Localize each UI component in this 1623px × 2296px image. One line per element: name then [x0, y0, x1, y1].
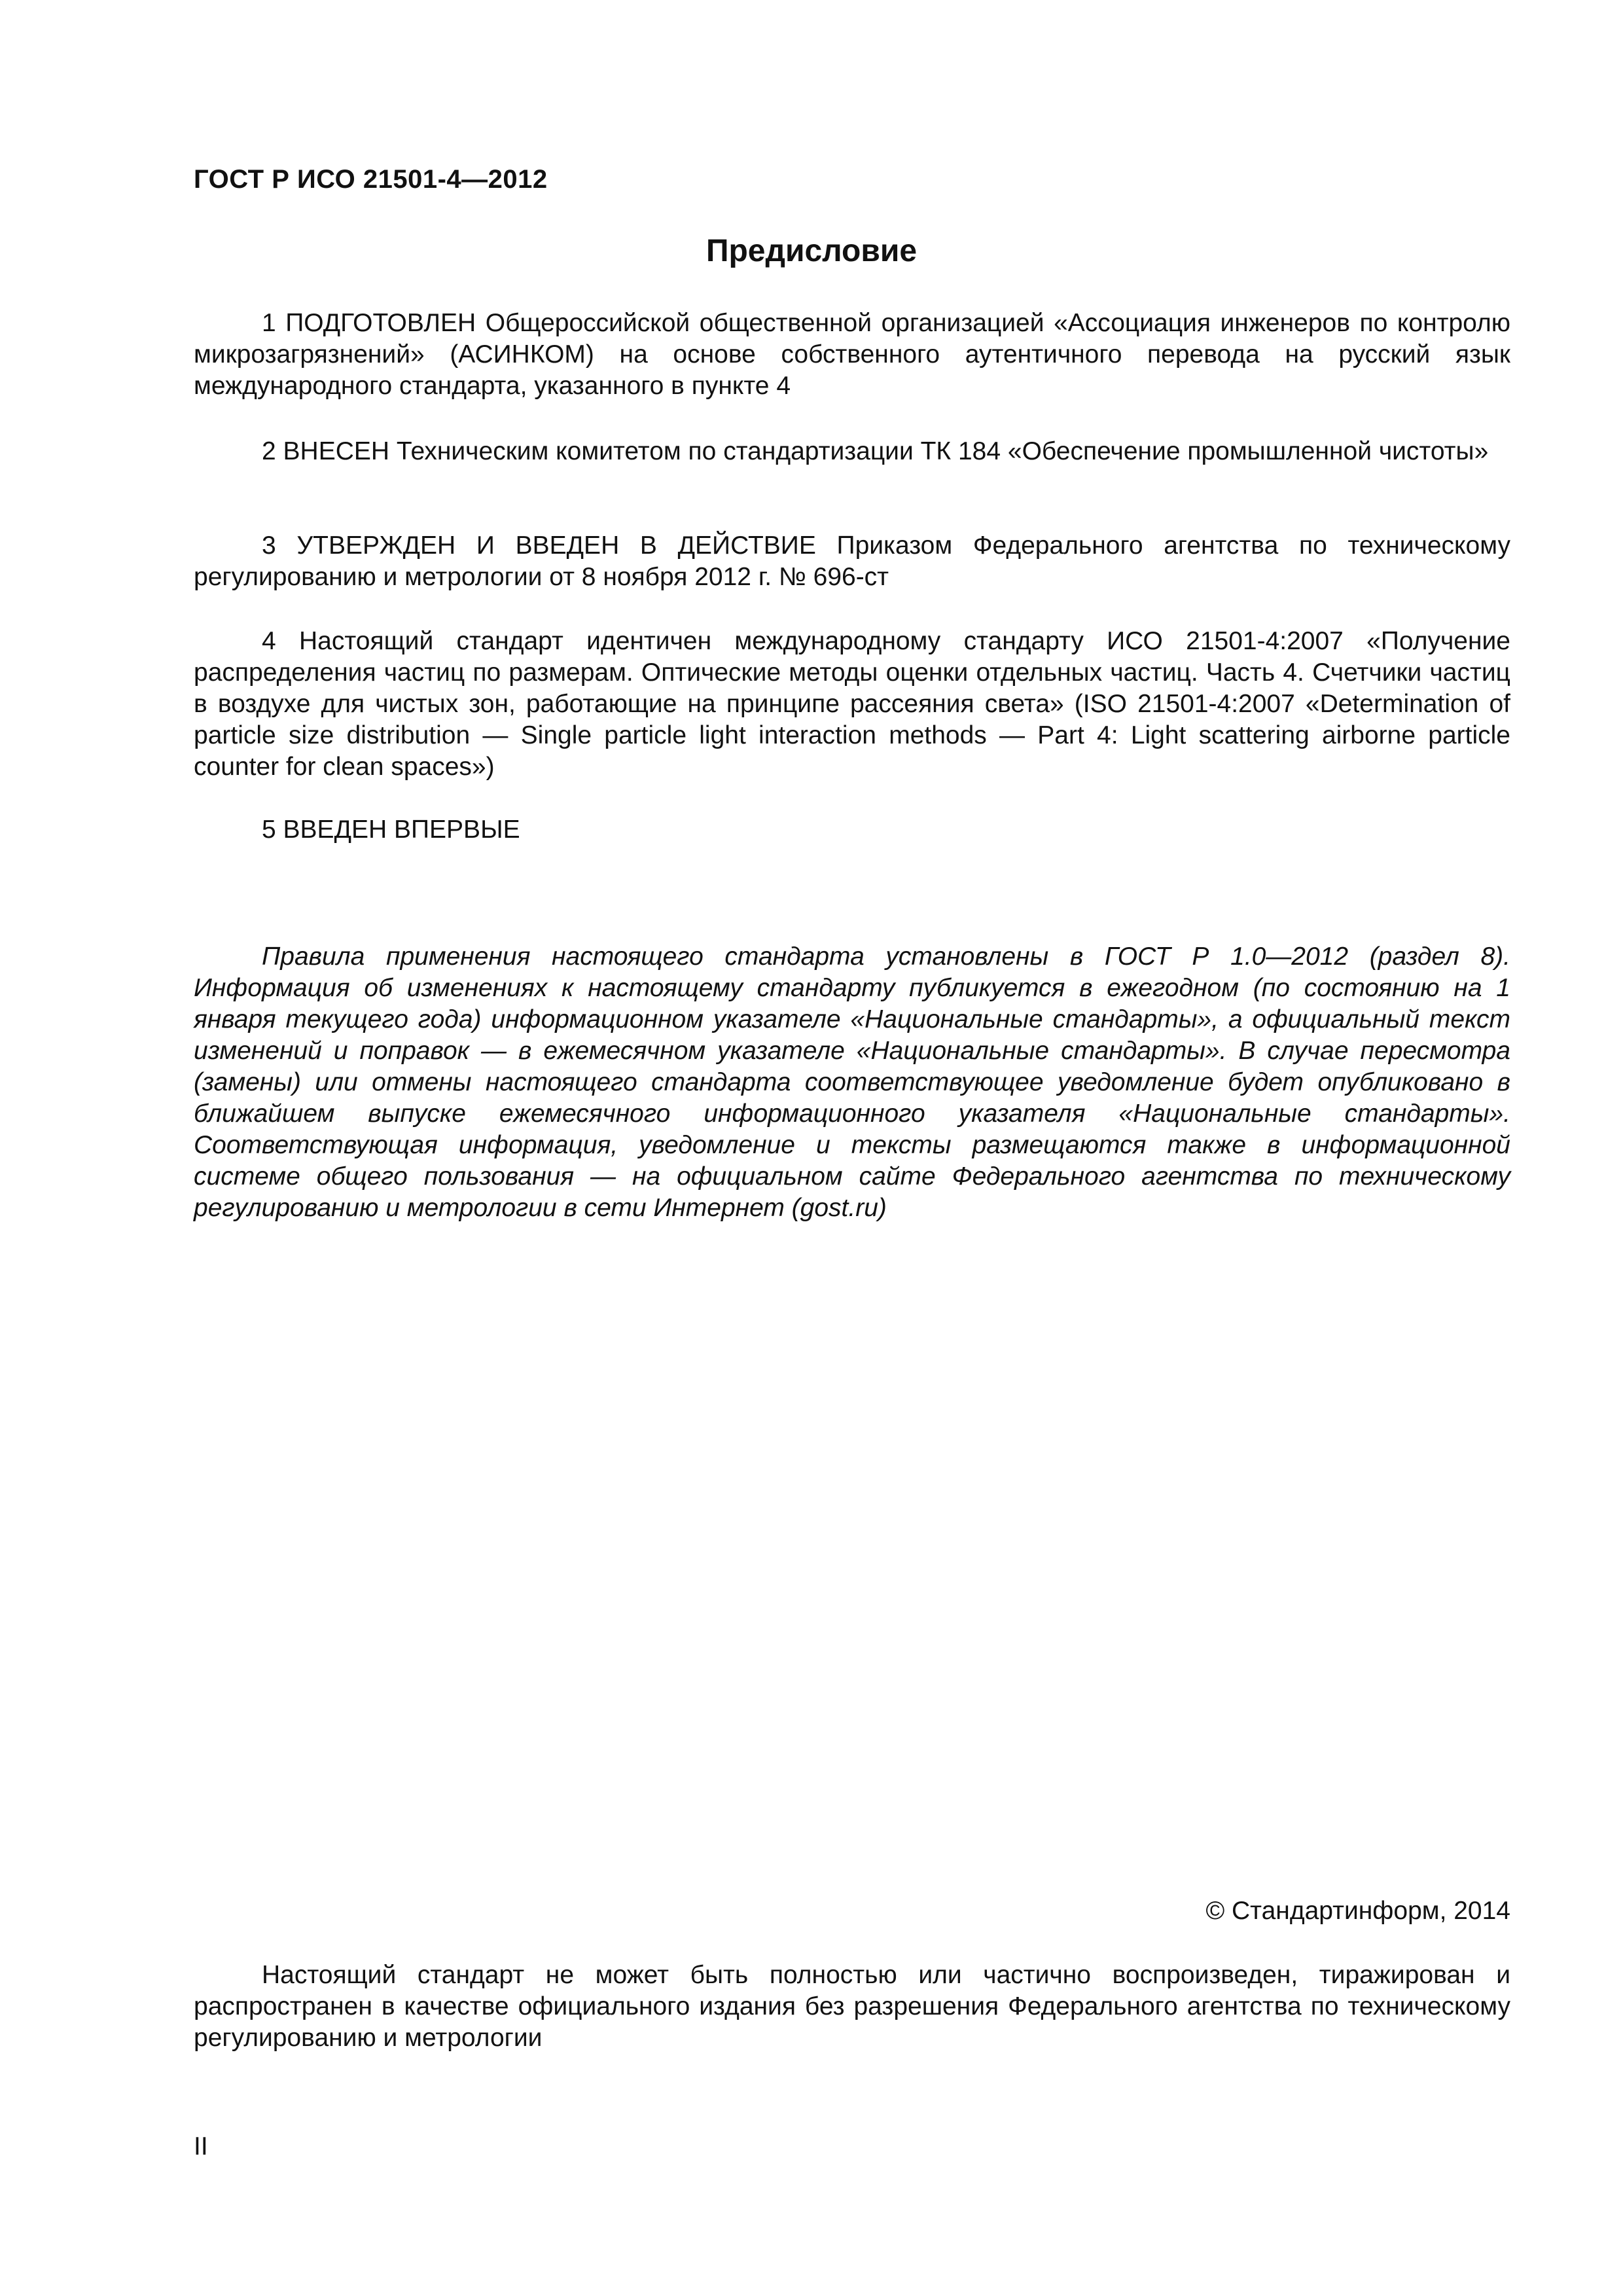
page-title: Предисловие [705, 234, 918, 268]
foreword-item-4: 4 Настоящий стандарт идентичен международному стандарту ИСО 21501-4:2007 «Получение распределения частиц по размерам. Оптические методы оценки отдельных частиц. Часть 4. Счетчики частиц в воздухе для чистых зон, работающие на принципе рассеяния света» (ISO 21501-4:2007 «Determination of particle size distribution — Single particle light interaction methods — Part 4: Light scattering airborne particle counter for clean spaces») [194, 627, 1510, 781]
application-rules-notice: Правила применения настоящего стандарта установлены в ГОСТ Р 1.0—2012 (раздел 8). Информация об изменениях к настоящему стандарту публикуется в ежегодном (по состоянию на 1 января текущего года) информационном указателе «Национальные стандарты», а официальный текст изменений и поправок — в ежемесячном указателе «Национальные стандарты». В случае пересмотра (замены) или отмены настоящего стандарта соответствующее уведомление будет опубликовано в ближайшем выпуске ежемесячного информационного указателя «Национальные стандарты». Соответствующая информация, уведомление и тексты размещаются также в информационной системе общего пользования — на официальном сайте Федерального агентства по техническому регулированию и метрологии в сети Интернет (gost.ru) [194, 942, 1510, 1222]
foreword-item-2: 2 ВНЕСЕН Техническим комитетом по стандартизации ТК 184 «Обеспечение промышленной чистоты» [262, 437, 1489, 465]
foreword-item-3: 3 УТВЕРЖДЕН И ВВЕДЕН В ДЕЙСТВИЕ Приказом Федерального агентства по техническому регулированию и метрологии от 8 ноября 2012 г. № 696-ст [194, 531, 1510, 591]
page-number: II [194, 2132, 208, 2161]
standard-code-header: ГОСТ Р ИСО 21501-4—2012 [194, 165, 548, 194]
reproduction-notice: Настоящий стандарт не может быть полностью или частично воспроизведен, тиражирован и распространен в качестве официального издания без разрешения Федерального агентства по техническому регулированию и метрологии [194, 1961, 1510, 2052]
copyright-line: © Стандартинформ, 2014 [1205, 1897, 1510, 1925]
foreword-item-1: 1 ПОДГОТОВЛЕН Общероссийской общественной организацией «Ассоциация инженеров по контролю микрозагрязнений» (АСИНКОМ) на основе собственного аутентичного перевода на русский язык международного стандарта, указанного в пункте 4 [194, 309, 1510, 400]
foreword-item-5: 5 ВВЕДЕН ВПЕРВЫЕ [262, 816, 520, 844]
